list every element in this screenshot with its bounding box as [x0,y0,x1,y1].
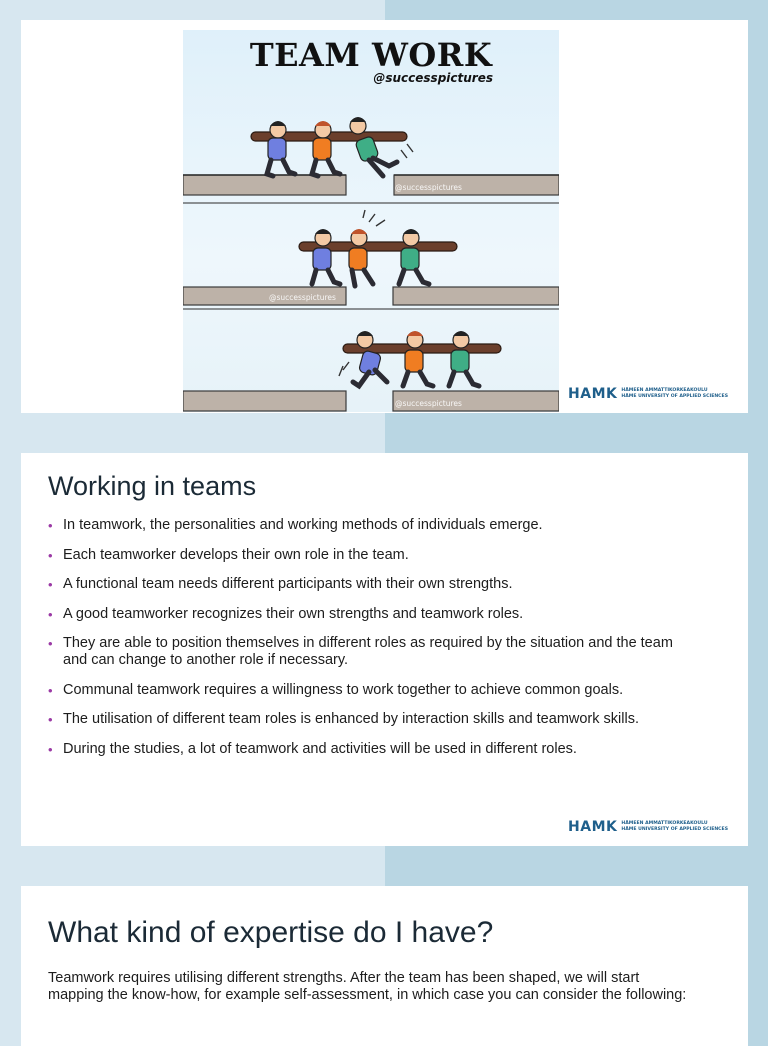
bullet-item: • Communal teamwork requires a willingness to work together to achieve common goals. [48,682,688,699]
teamwork-comic [183,30,559,412]
bullet-list [48,517,688,770]
hamk-subtitle [621,388,728,400]
comic-handle: @successpictures [373,71,493,85]
worker-green [449,331,479,386]
comic-panel-3 [183,308,559,412]
slide-expertise [21,886,748,1046]
bullet-item: • They are able to position themselves in different roles as required by the situation and the team and can change to another role if necessary. [48,635,688,669]
hamk-subtitle-line1: HÄMEEN AMMATTIKORKEAKOULU [621,821,708,826]
hamk-wordmark: HAMK [568,386,618,402]
bullet-item: • During the studies, a lot of teamwork and activities will be used in different roles. [48,741,688,758]
slide-teamwork-comic [21,20,748,413]
worker-orange [403,331,433,386]
hamk-subtitle-line2: HÄME UNIVERSITY OF APPLIED SCIENCES [621,827,728,832]
comic-title: TEAM WORK [249,36,493,74]
hamk-subtitle-line1: HÄMEEN AMMATTIKORKEAKOULU [621,388,708,393]
slide-title: Working in teams [48,471,257,501]
worker-green [350,117,413,176]
worker-blue [312,229,340,284]
hamk-logo [568,386,728,402]
slide-working-in-teams [21,453,748,846]
comic-watermark: @successpictures [395,183,462,192]
comic-panel-1 [183,100,559,200]
comic-panel-2 [183,202,559,306]
hamk-subtitle-line2: HÄME UNIVERSITY OF APPLIED SCIENCES [621,394,728,399]
hamk-logo [568,819,728,835]
worker-orange [312,121,340,176]
bullet-item: • In teamwork, the personalities and working methods of individuals emerge. [48,517,688,534]
bullet-item: • The utilisation of different team roles is enhanced by interaction skills and teamwork skills. [48,711,688,728]
worker-blue [339,331,387,386]
hamk-subtitle [621,821,728,833]
worker-green [399,229,429,284]
slide-title: What kind of expertise do I have? [48,916,494,949]
slide-body: Teamwork requires utilising different strengths. After the team has been shaped, we will start mapping the know-how, for example self-assessment, in which case you can consider the following: [48,970,687,1003]
hamk-wordmark: HAMK [568,819,618,835]
bullet-item: • A functional team needs different participants with their own strengths. [48,576,688,593]
bullet-item: • Each teamworker develops their own role in the team. [48,547,688,564]
comic-watermark: @successpictures [395,399,462,408]
bullet-item: • A good teamworker recognizes their own strengths and teamwork roles. [48,606,688,623]
comic-watermark: @successpictures [269,293,336,302]
worker-blue [267,121,295,176]
